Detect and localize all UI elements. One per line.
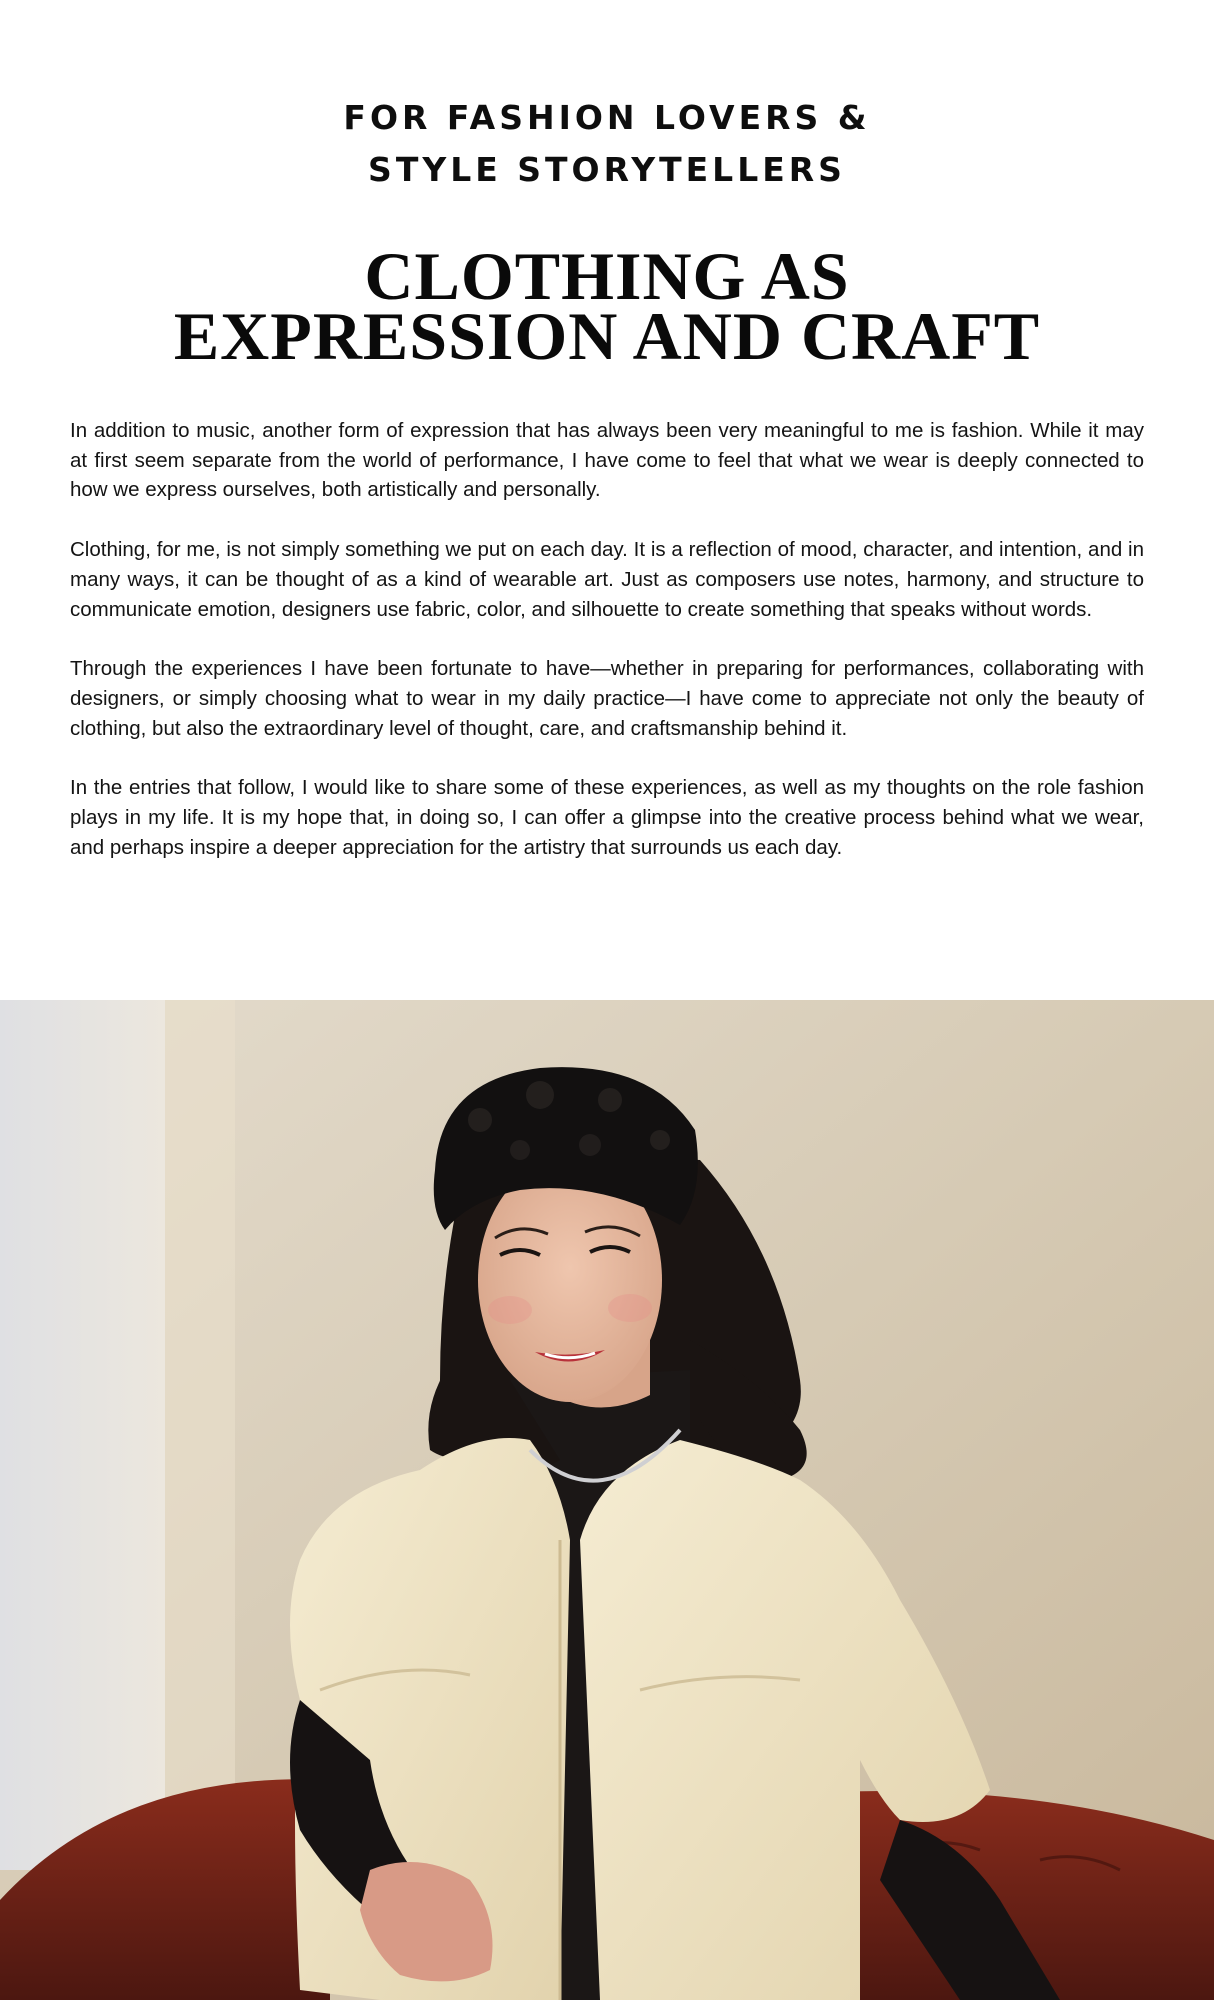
paragraph-1: In addition to music, another form of expression that has always been very meaningful to me is fashion. While it may at first seem separate from the world of performance, I have come to feel that what we wear is deeply connected to how we express ourselves, both artistically and personally.	[70, 419, 1144, 502]
left-wall-corner	[0, 1000, 165, 1870]
page-title	[0, 238, 1214, 374]
portrait-illustration	[0, 1000, 1214, 2000]
eyebrow-heading	[0, 92, 1214, 196]
eyebrow-line-2: STYLE STORYTELLERS	[368, 150, 846, 189]
page-title-line-2: EXPRESSION AND CRAFT	[173, 298, 1041, 374]
paragraph-4: In the entries that follow, I would like to share some of these experiences, as well as my thoughts on the role fashion plays in my life. It is my hope that, in doing so, I can offer a glimpse into the creative process behind what we wear, and perhaps inspire a deeper appreciation for the artistry that surrounds us each day.	[70, 776, 1144, 859]
eyebrow-line-1: FOR FASHION LOVERS &	[343, 98, 871, 137]
paragraph-2: Clothing, for me, is not simply something we put on each day. It is a reflection of mood, character, and intention, and in many ways, it can be thought of as a kind of wearable art. Just as composers use notes, harmony, and structure to communicate emotion, designers use fabric, color, and silhouette to create something that speaks without words.	[70, 538, 1144, 621]
portrait-photo	[0, 1000, 1214, 2000]
paragraph-3: Through the experiences I have been fortunate to have—whether in preparing for performances, collaborating with designers, or simply choosing what to wear in my daily practice—I have come to appreciate not only the beauty of clothing, but also the extraordinary level of thought, care, and craftsmanship behind it.	[70, 657, 1144, 740]
page-title-line-1: CLOTHING AS	[364, 238, 850, 314]
body-copy	[70, 416, 1144, 892]
